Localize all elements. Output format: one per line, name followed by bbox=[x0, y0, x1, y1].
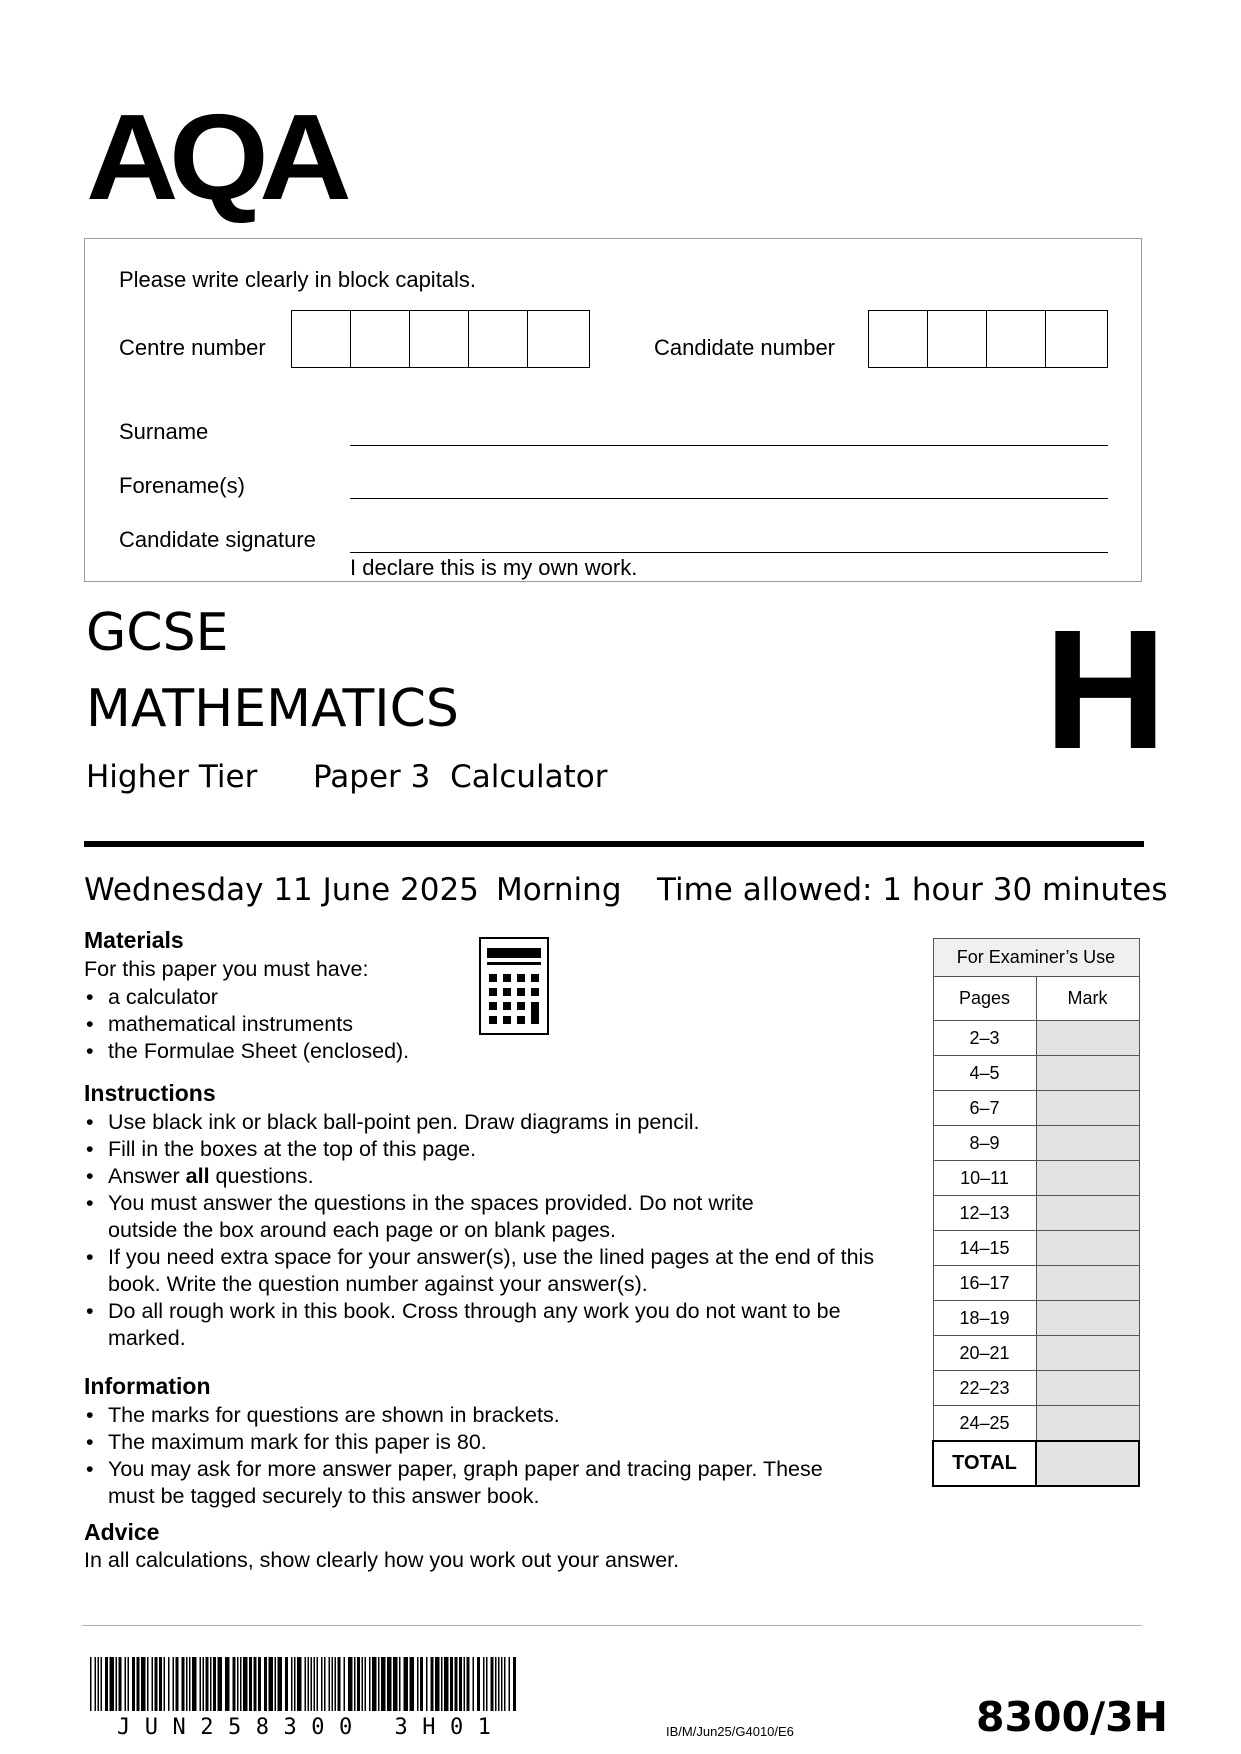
centre-digit-box[interactable] bbox=[528, 311, 587, 367]
tier-letter: H bbox=[1044, 595, 1167, 785]
pages-cell: 20–21 bbox=[933, 1336, 1036, 1371]
list-item: • You must answer the questions in the spaces provided. Do not write outside the box around each page or on blank pages. bbox=[84, 1190, 828, 1244]
candidate-digit-box[interactable] bbox=[869, 311, 928, 367]
examiner-table-row bbox=[933, 1126, 1139, 1161]
centre-digit-box[interactable] bbox=[292, 311, 351, 367]
centre-digit-box[interactable] bbox=[410, 311, 469, 367]
candidate-number-label: Candidate number bbox=[654, 335, 836, 360]
instructions-heading: Instructions bbox=[84, 1080, 216, 1106]
advice-text: In all calculations, show clearly how you work out your answer. bbox=[84, 1548, 680, 1572]
pages-cell: 16–17 bbox=[933, 1266, 1036, 1301]
forenames-line[interactable] bbox=[350, 498, 1108, 499]
materials-list bbox=[84, 984, 504, 1065]
centre-number-boxes[interactable] bbox=[291, 310, 590, 368]
paper-label: Paper 3 Calculator bbox=[313, 759, 608, 795]
mark-cell bbox=[1036, 1406, 1139, 1442]
mark-cell bbox=[1036, 1371, 1139, 1406]
block-capitals-instruction: Please write clearly in block capitals. bbox=[119, 267, 477, 292]
candidate-digit-box[interactable] bbox=[928, 311, 987, 367]
list-item: • mathematical instruments bbox=[84, 1011, 504, 1038]
list-item: • You may ask for more answer paper, graph paper and tracing paper. These must be tagged securely to this answer book. bbox=[84, 1456, 828, 1510]
surname-label: Surname bbox=[119, 419, 209, 444]
mark-cell bbox=[1036, 1091, 1139, 1126]
centre-digit-box[interactable] bbox=[351, 311, 410, 367]
mark-cell bbox=[1036, 1336, 1139, 1371]
examiner-use-table bbox=[932, 938, 1140, 1487]
pages-cell: 24–25 bbox=[933, 1406, 1036, 1442]
examiner-table-row bbox=[933, 1196, 1139, 1231]
pages-cell: 8–9 bbox=[933, 1126, 1036, 1161]
list-item: • Do all rough work in this book. Cross through any work you do not want to be marked. bbox=[84, 1298, 908, 1352]
document-reference: IB/M/Jun25/G4010/E6 bbox=[666, 1724, 794, 1739]
mark-cell bbox=[1036, 1196, 1139, 1231]
total-mark-cell bbox=[1036, 1441, 1139, 1486]
centre-number-label: Centre number bbox=[119, 335, 266, 360]
materials-intro: For this paper you must have: bbox=[84, 957, 369, 981]
examiner-table-row bbox=[933, 1161, 1139, 1196]
centre-digit-box[interactable] bbox=[469, 311, 528, 367]
advice-heading: Advice bbox=[84, 1519, 160, 1545]
information-heading: Information bbox=[84, 1373, 211, 1399]
candidate-digit-box[interactable] bbox=[987, 311, 1046, 367]
mark-cell bbox=[1036, 1056, 1139, 1091]
barcode bbox=[90, 1657, 516, 1711]
pages-cell: 18–19 bbox=[933, 1301, 1036, 1336]
mark-cell bbox=[1036, 1161, 1139, 1196]
examiner-table-row bbox=[933, 1336, 1139, 1371]
mark-column-header: Mark bbox=[1036, 977, 1139, 1021]
mark-cell bbox=[1036, 1231, 1139, 1266]
candidate-digit-box[interactable] bbox=[1046, 311, 1105, 367]
examiner-table-row bbox=[933, 1266, 1139, 1301]
answer-word: Answer all questions. bbox=[108, 1164, 314, 1188]
candidate-number-boxes[interactable] bbox=[868, 310, 1108, 368]
list-item: • Use black ink or black ball-point pen. Draw diagrams in pencil. bbox=[84, 1109, 884, 1136]
mark-cell bbox=[1036, 1301, 1139, 1336]
examiner-table-row bbox=[933, 1406, 1139, 1442]
total-label: TOTAL bbox=[933, 1441, 1036, 1486]
mark-cell bbox=[1036, 1126, 1139, 1161]
pages-cell: 14–15 bbox=[933, 1231, 1036, 1266]
exam-session: Morning bbox=[496, 872, 622, 908]
signature-label: Candidate signature bbox=[119, 527, 316, 552]
mark-cell bbox=[1036, 1266, 1139, 1301]
list-item: • Fill in the boxes at the top of this page. bbox=[84, 1136, 884, 1163]
list-item: • The maximum mark for this paper is 80. bbox=[84, 1429, 824, 1456]
list-item bbox=[84, 1163, 884, 1190]
pages-cell: 10–11 bbox=[933, 1161, 1036, 1196]
footer-divider bbox=[82, 1625, 1142, 1626]
pages-cell: 6–7 bbox=[933, 1091, 1036, 1126]
signature-line[interactable] bbox=[350, 552, 1108, 553]
examiner-table-row bbox=[933, 1371, 1139, 1406]
subject-title: MATHEMATICS bbox=[86, 679, 459, 739]
information-list bbox=[84, 1402, 824, 1510]
surname-line[interactable] bbox=[350, 445, 1108, 446]
pages-column-header: Pages bbox=[933, 977, 1036, 1021]
paper-code: 8300/3H bbox=[976, 1693, 1168, 1741]
list-item: • a calculator bbox=[84, 984, 504, 1011]
examiner-table-row bbox=[933, 1021, 1139, 1056]
pages-cell: 2–3 bbox=[933, 1021, 1036, 1056]
barcode-text: JUN258300 3H01 bbox=[117, 1715, 506, 1740]
title-divider bbox=[84, 841, 1144, 847]
examiner-table-row bbox=[933, 1091, 1139, 1126]
tier-label: Higher Tier bbox=[86, 759, 258, 795]
forenames-label: Forename(s) bbox=[119, 473, 245, 498]
list-item: • the Formulae Sheet (enclosed). bbox=[84, 1038, 504, 1065]
aqa-logo: AQA bbox=[86, 89, 343, 225]
materials-heading: Materials bbox=[84, 927, 184, 953]
list-item: • The marks for questions are shown in brackets. bbox=[84, 1402, 824, 1429]
instructions-list bbox=[84, 1109, 884, 1352]
exam-date: Wednesday 11 June 2025 bbox=[84, 872, 479, 908]
pages-cell: 12–13 bbox=[933, 1196, 1036, 1231]
time-allowed: Time allowed: 1 hour 30 minutes bbox=[657, 872, 1168, 908]
mark-cell bbox=[1036, 1021, 1139, 1056]
examiner-table-row bbox=[933, 1056, 1139, 1091]
pages-cell: 4–5 bbox=[933, 1056, 1036, 1091]
examiner-table-title: For Examiner’s Use bbox=[933, 939, 1139, 977]
pages-cell: 22–23 bbox=[933, 1371, 1036, 1406]
calculator-icon bbox=[479, 937, 549, 1035]
qualification-title: GCSE bbox=[86, 603, 229, 663]
examiner-table-row bbox=[933, 1301, 1139, 1336]
examiner-table-row bbox=[933, 1231, 1139, 1266]
declaration-text: I declare this is my own work. bbox=[350, 555, 638, 580]
list-item: • If you need extra space for your answer(s), use the lined pages at the end of this book. Write the question number against your answer(s). bbox=[84, 1244, 878, 1298]
